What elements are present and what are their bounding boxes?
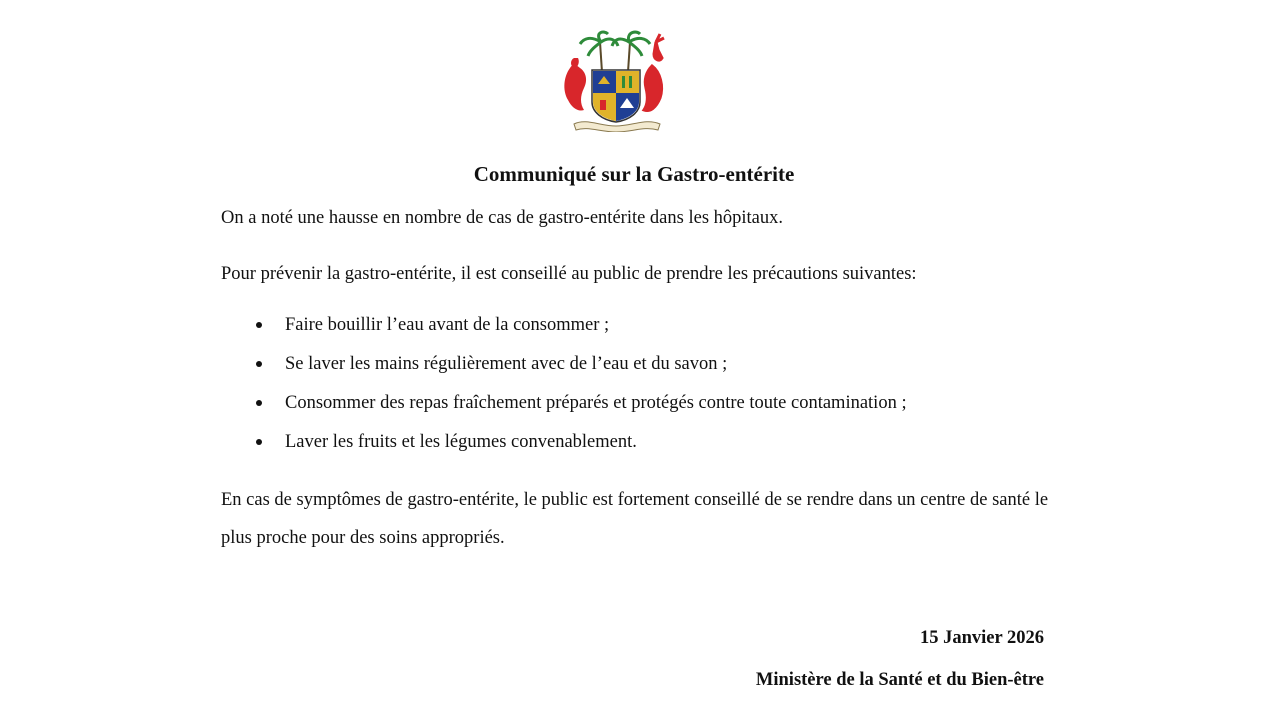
signatory: Ministère de la Santé et du Bien-être: [755, 670, 1044, 690]
bullet-icon: [256, 322, 262, 328]
bullet-icon: [256, 361, 262, 367]
precaution-text: Se laver les mains régulièrement avec de l’eau et du savon ;: [285, 354, 728, 374]
shield-icon: [592, 70, 640, 122]
document-date: 15 Janvier 2026: [919, 628, 1044, 648]
deer-supporter-icon: [644, 34, 664, 111]
precaution-text: Consommer des repas fraîchement préparés et protégés contre toute contamination ;: [285, 393, 907, 413]
list-item: [255, 351, 907, 390]
advice-intro-paragraph: Pour prévenir la gastro-entérite, il est conseillé au public de prendre les précautions suivantes:: [221, 264, 917, 284]
bullet-icon: [256, 439, 262, 445]
coat-of-arms-icon: [556, 28, 680, 132]
closing-paragraph: En cas de symptômes de gastro-entérite, le public est fortement conseillé de se rendre dans un centre de santé le plus proche pour des soins appropriés.: [221, 490, 1049, 548]
intro-paragraph: On a noté une hausse en nombre de cas de gastro-entérite dans les hôpitaux.: [221, 208, 784, 228]
palm-tree-icon: [580, 32, 650, 72]
list-item: [255, 312, 907, 351]
list-item: [255, 429, 907, 468]
precaution-text: Laver les fruits et les légumes convenablement.: [285, 432, 637, 452]
precautions-list: [255, 312, 907, 468]
motto-scroll-icon: [574, 122, 660, 132]
bullet-icon: [256, 400, 262, 406]
list-item: [255, 390, 907, 429]
dodo-supporter-icon: [564, 58, 586, 111]
document-title: Communiqué sur la Gastro-entérite: [473, 162, 795, 186]
precaution-text: Faire bouillir l’eau avant de la consommer ;: [285, 315, 610, 335]
